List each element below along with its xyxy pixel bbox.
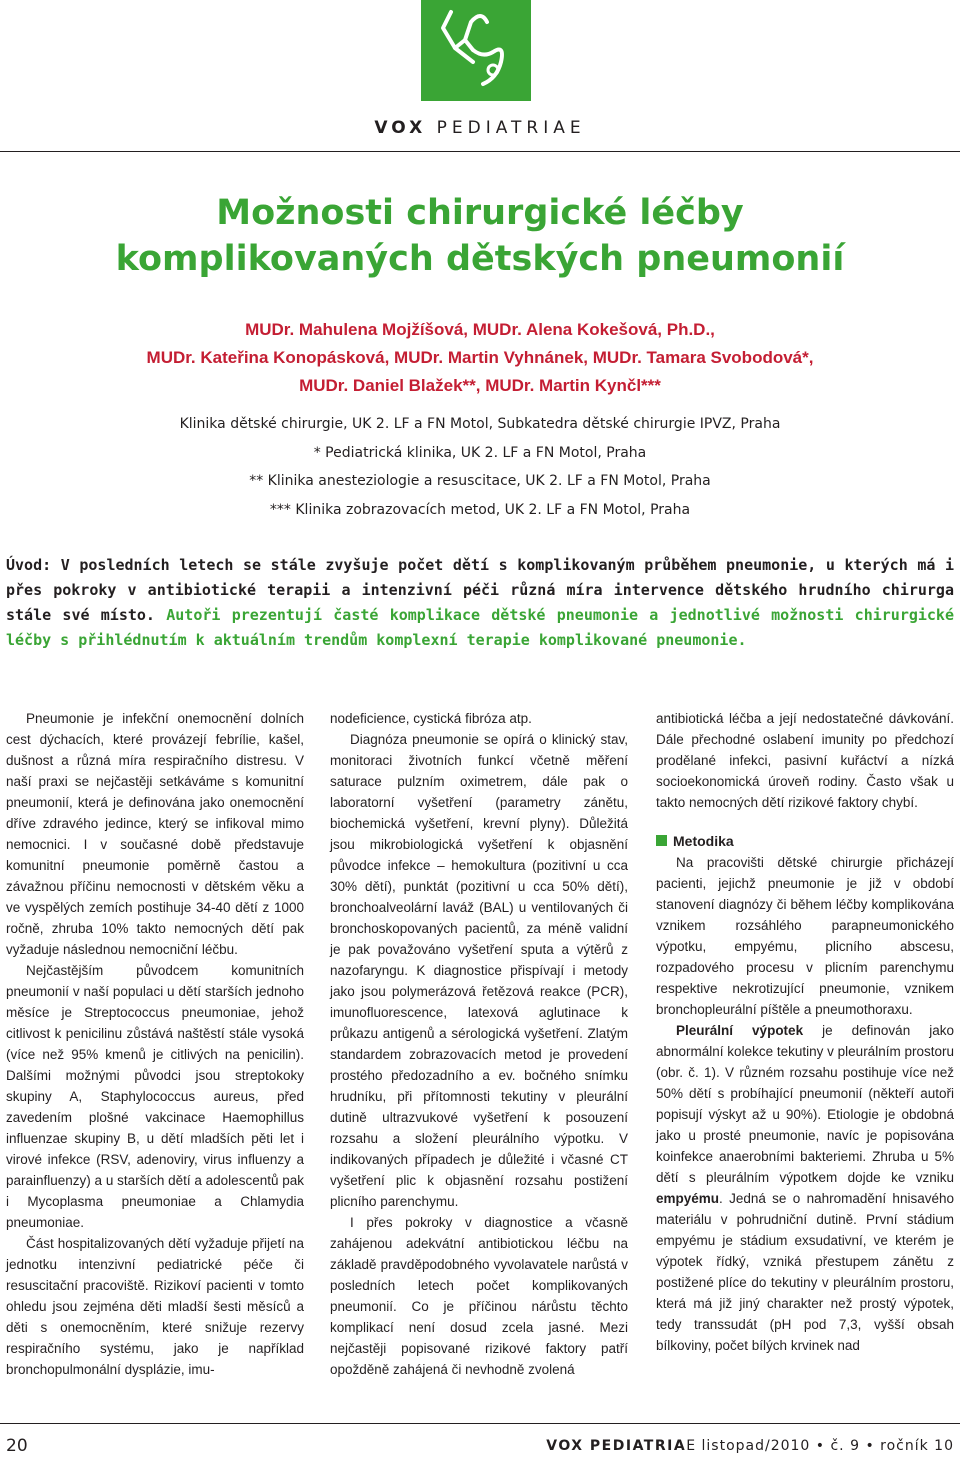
paragraph-text: . Jedná se o nahromadění hnisavého materiálu v pohrudniční dutině. První stádium empyému je stádium exsudativní, ve kterém je výpotek řídký, vzniká přestupem zánětu z postižené plíce do tekutiny v pleurálním prostoru, která má již jiný charakter než prostý výpotek, tedy transsudát (pH pod 7,3, vyšší obsah bílkoviny, počet bílých krvinek nad — [656, 1191, 954, 1353]
paragraph: I přes pokroky v diagnostice a včasně zahájenou adekvátní antibiotickou léčbu na základě pravděpodobného vyvolavatele narůstá v posledních letech počet komplikovaných pneumonií. Co je příčinou nárůstu těchto komplikací není dosud zcela jasné. Mezi nejčastěji popisované rizikové faktory patří opožděně zahájená či nevhodně zvolená — [330, 1215, 628, 1377]
paragraph: antibiotická léčba a její nedostatečné dávkování. Dále přechodné oslabení imunity po předchozí prodělané infekci, pasivní kuřáctví a nízká socioekonomická úroveň rodiny. Často však u takto nemocných dětí rizikové faktory chybí. — [656, 711, 954, 810]
journal-logo — [421, 0, 531, 101]
section-heading — [656, 831, 954, 852]
term-pleural-effusion: Pleurální výpotek — [676, 1023, 804, 1038]
section-heading-text: Metodika — [673, 833, 734, 849]
text-column-3 — [656, 708, 954, 1356]
affiliation-4: *** Klinika zobrazovacích metod, UK 2. LF a FN Motol, Praha — [269, 501, 691, 518]
abstract-intro: Úvod: V posledních letech se stále zvyšuje počet dětí s komplikovaným průběhem pneumonie, u kterých má i přes pokroky v antibiotické terapii a intenzivní péči různá míra intervence dětského hrudního chirurga stále své místo. — [6, 556, 954, 624]
footer-brand: VOX PEDIATRIA — [546, 1438, 687, 1454]
paragraph: Na pracovišti dětské chirurgie přicházejí pacienti, jejichž pneumonie je již v období stanovení diagnózy či během léčby komplikována vznikem rozsáhlého parapneumonického výpotku, empyému, plicního abscesu, rozpadového procesu v plicním parenchymu respektive nekrotizující pneumonie, vznikem bronchopleurální píštěle a pneumothoraxu. — [656, 855, 954, 1017]
paragraph-text: je definován jako abnormální kolekce tekutiny v pleurálním prostoru (obr. č. 1). V různém rozsahu postihuje více než 50% dětí s probíhající pneumonií (někteří autoři popisují výskyt až u 90%). Etiologie je obdobná jako u prosté pneumonie, navíc je popisována koinfekce anaerobními bakteriemi. Zhruba u 5% dětí s pleurálním výpotkem dojde ke vzniku — [656, 1023, 954, 1185]
abstract-summary: Autoři prezentují časté komplikace dětské pneumonie a jednotlivé možnosti chirurgické léčby s přihlédnutím k aktuálním trendům komplexní terapie komplikované pneumonie. — [6, 606, 954, 649]
affiliations — [0, 410, 960, 524]
authors — [0, 316, 960, 400]
paragraph: Část hospitalizovaných dětí vyžaduje přijetí na jednotku intenzivní pediatrické péče či resuscitační pracoviště. Rizikoví pacienti v tomto ohledu jsou zejména děti mladší šesti měsíců a děti s onemocněním, které snižuje rezervy respiračního systému, jako je například bronchopulmonální dysplázie, imu- — [6, 1236, 304, 1377]
footer-brand-tail: E — [686, 1438, 697, 1454]
journal-brand — [0, 118, 960, 138]
paragraph: Diagnóza pneumonie se opírá o klinický stav, monitoraci životních funkcí včetně měření saturace pulzním oximetrem, dále pak o laboratorní vyšetření (parametry zánětu, biochemická vyšetření, krevní plyny). Důležitá jsou mikrobiologická vyšetření k objasnění původce infekce – hemokultura (pozitivní u cca 30% dětí), punktát (pozitivní u cca 50% dětí), bronchoalveolární laváž (BAL) u ventilovaných či bronchoskopovaných pacientů, za méně validní je pak považováno vyšetření sputa a výtěrů z nazofaryngu. K diagnostice přispívají i metody jako jsou polymerázová řetězová reakce (PCR), imunofluorescence, latexová aglutinace k průkazu antigenů a sérologická vyšetření. Zlatým standardem zobrazovacích metod je provedení prostého předozadního a ev. bočného snímku hrudníku, při přítomnosti tekutiny v pleurální dutině ultrazvukové vyšetření k posouzení rozsahu a složení pleurálního výpotku. V indikovaných případech je důležité i včasné CT vyšetření plic k objasnění rozsahu postižení plicního parenchymu. — [330, 732, 628, 1209]
footer-journal-info — [546, 1438, 954, 1454]
paragraph: nodeficience, cystická fibróza atp. — [330, 711, 532, 726]
footer-issue: listopad/2010 • č. 9 • ročník 10 — [701, 1438, 954, 1454]
title-line-2: komplikovaných dětských pneumonií — [115, 239, 845, 279]
paragraph: Nejčastějším původcem komunitních pneumonií v naší populaci u dětí starších jednoho měsíce je Streptococcus pneumoniae, jehož citlivost k penicilinu zůstává naštěstí stále vysoká (více než 95% kmenů je citlivých na penicilin). Dalšími možnými původci jsou streptokoky skupiny A, Staphylococcus aureus, před zavedením plošné vakcinace Haemophillus influenzae skupiny B, u dětí mladších pěti let i virové infekce (RSV, adenoviry, virus influenzy a parainfluenzy) a u starších dětí a adolescentů pak i Mycoplasma pneumoniae a Chlamydia pneumoniae. — [6, 963, 304, 1230]
page-number: 20 — [6, 1436, 28, 1456]
brand-bold: VOX — [374, 118, 427, 138]
abstract — [6, 553, 954, 653]
affiliation-2: * Pediatrická klinika, UK 2. LF a FN Motol, Praha — [313, 444, 647, 461]
header-divider — [0, 151, 960, 152]
affiliation-3: ** Klinika anesteziologie a resuscitace, UK 2. LF a FN Motol, Praha — [249, 473, 711, 489]
paragraph: Pneumonie je infekční onemocnění dolních cest dýchacích, které provázejí febrílie, kašel, dušnost a různá míra respiračního distresu. V naší praxi se nejčastěji setkáváme s komunitní pneumonií, která je definována jako onemocnění dříve zdravého jedince, který se infikoval mimo nemocnici. I v současné době představuje komunitní pneumonie poměrně častou a závažnou příčinu nemocnosti v dětském věku a ve vyspělých zemích postihuje 34-40 dětí z 1000 ročně, zhruba 10% takto nemocných dětí pak vyžaduje následnou nemocniční léčbu. — [6, 711, 304, 957]
affiliation-1: Klinika dětské chirurgie, UK 2. LF a FN Motol, Subkatedra dětské chirurgie IPVZ, Praha — [179, 416, 781, 432]
square-bullet-icon — [656, 835, 667, 846]
authors-line-3: MUDr. Daniel Blažek**, MUDr. Martin Kynčl*** — [299, 376, 661, 395]
authors-line-2: MUDr. Kateřina Konopásková, MUDr. Martin Vyhnánek, MUDr. Tamara Svobodová*, — [146, 348, 814, 367]
title-line-1: Možnosti chirurgické léčby — [216, 193, 744, 233]
article-title — [0, 190, 960, 282]
text-column-2 — [330, 708, 628, 1380]
authors-line-1: MUDr. Mahulena Mojžíšová, MUDr. Alena Kokešová, Ph.D., — [245, 320, 715, 339]
term-empyema: empyému — [656, 1191, 720, 1206]
stethoscope-icon — [421, 0, 531, 101]
brand-rest: PEDIATRIAE — [436, 118, 586, 138]
text-column-1 — [6, 708, 304, 1380]
paragraph — [656, 1020, 954, 1356]
footer-divider — [0, 1423, 960, 1424]
